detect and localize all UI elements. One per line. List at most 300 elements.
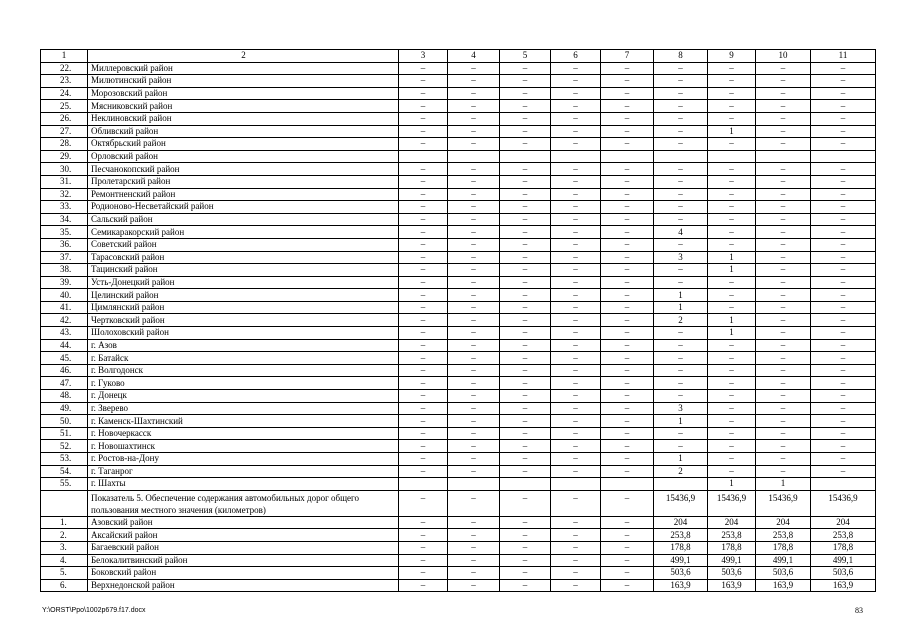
value-cell: – bbox=[756, 201, 811, 214]
table-row bbox=[41, 289, 876, 302]
table-row bbox=[41, 264, 876, 277]
value-cell: – bbox=[756, 188, 811, 201]
value-cell: – bbox=[811, 415, 876, 428]
value-cell: – bbox=[654, 175, 708, 188]
value-cell bbox=[551, 150, 601, 163]
row-number: 25. bbox=[41, 100, 88, 113]
value-cell: – bbox=[448, 567, 500, 580]
value-cell: – bbox=[448, 415, 500, 428]
value-cell: – bbox=[551, 352, 601, 365]
row-number: 35. bbox=[41, 226, 88, 239]
table-row bbox=[41, 175, 876, 188]
table-row bbox=[41, 138, 876, 151]
value-cell: – bbox=[708, 415, 756, 428]
value-cell: – bbox=[811, 314, 876, 327]
value-cell: – bbox=[756, 138, 811, 151]
value-cell: – bbox=[448, 289, 500, 302]
row-name: г. Ростов-на-Дону bbox=[88, 453, 399, 466]
value-cell: 15436,9 bbox=[756, 490, 811, 516]
value-cell: – bbox=[500, 377, 551, 390]
value-cell: – bbox=[399, 75, 448, 88]
value-cell: – bbox=[756, 427, 811, 440]
value-cell: – bbox=[708, 213, 756, 226]
row-number: 52. bbox=[41, 440, 88, 453]
value-cell: – bbox=[551, 175, 601, 188]
value-cell: – bbox=[654, 377, 708, 390]
value-cell: – bbox=[448, 529, 500, 542]
value-cell: – bbox=[551, 541, 601, 554]
row-name: г. Зверево bbox=[88, 402, 399, 415]
value-cell: – bbox=[448, 402, 500, 415]
value-cell: – bbox=[448, 87, 500, 100]
header-cell: 7 bbox=[601, 50, 654, 63]
row-number: 1. bbox=[41, 516, 88, 529]
value-cell: – bbox=[399, 125, 448, 138]
value-cell: – bbox=[654, 112, 708, 125]
row-number bbox=[41, 490, 88, 516]
row-number: 27. bbox=[41, 125, 88, 138]
value-cell: – bbox=[811, 201, 876, 214]
header-cell: 3 bbox=[399, 50, 448, 63]
value-cell: 3 bbox=[654, 402, 708, 415]
value-cell: – bbox=[601, 453, 654, 466]
row-name: Песчанокопский район bbox=[88, 163, 399, 176]
value-cell bbox=[399, 478, 448, 491]
value-cell: – bbox=[399, 579, 448, 592]
value-cell: – bbox=[601, 188, 654, 201]
value-cell: – bbox=[448, 276, 500, 289]
value-cell: 1 bbox=[708, 314, 756, 327]
value-cell: – bbox=[551, 251, 601, 264]
value-cell: – bbox=[399, 238, 448, 251]
table-row bbox=[41, 150, 876, 163]
value-cell: – bbox=[601, 541, 654, 554]
row-number: 22. bbox=[41, 62, 88, 75]
table-row bbox=[41, 427, 876, 440]
value-cell: – bbox=[601, 251, 654, 264]
value-cell: – bbox=[601, 364, 654, 377]
value-cell: – bbox=[708, 276, 756, 289]
value-cell: 253,8 bbox=[654, 529, 708, 542]
value-cell bbox=[654, 150, 708, 163]
value-cell: – bbox=[811, 62, 876, 75]
value-cell: – bbox=[601, 427, 654, 440]
value-cell: – bbox=[811, 163, 876, 176]
value-cell: – bbox=[601, 213, 654, 226]
value-cell: – bbox=[601, 87, 654, 100]
header-cell: 9 bbox=[708, 50, 756, 63]
value-cell: – bbox=[708, 402, 756, 415]
value-cell: – bbox=[500, 327, 551, 340]
table-row bbox=[41, 163, 876, 176]
value-cell: – bbox=[500, 251, 551, 264]
value-cell: – bbox=[551, 138, 601, 151]
value-cell: – bbox=[708, 62, 756, 75]
table-row bbox=[41, 567, 876, 580]
value-cell: – bbox=[551, 465, 601, 478]
row-name: Мясниковский район bbox=[88, 100, 399, 113]
value-cell: 499,1 bbox=[811, 554, 876, 567]
value-cell: – bbox=[708, 163, 756, 176]
row-name: Чертковский район bbox=[88, 314, 399, 327]
table-row bbox=[41, 238, 876, 251]
value-cell: – bbox=[551, 188, 601, 201]
row-number: 31. bbox=[41, 175, 88, 188]
table-row bbox=[41, 478, 876, 491]
value-cell: – bbox=[756, 314, 811, 327]
value-cell: – bbox=[811, 213, 876, 226]
table-body bbox=[41, 50, 876, 592]
table-row bbox=[41, 87, 876, 100]
row-number: 45. bbox=[41, 352, 88, 365]
value-cell: – bbox=[708, 377, 756, 390]
value-cell: – bbox=[500, 125, 551, 138]
value-cell: – bbox=[811, 125, 876, 138]
value-cell: 4 bbox=[654, 226, 708, 239]
table-row bbox=[41, 453, 876, 466]
value-cell bbox=[551, 478, 601, 491]
row-name: Азовский район bbox=[88, 516, 399, 529]
header-cell: 11 bbox=[811, 50, 876, 63]
value-cell: – bbox=[551, 415, 601, 428]
value-cell: – bbox=[448, 238, 500, 251]
value-cell: – bbox=[500, 529, 551, 542]
table-row bbox=[41, 339, 876, 352]
value-cell bbox=[601, 150, 654, 163]
value-cell: – bbox=[601, 465, 654, 478]
value-cell: – bbox=[654, 138, 708, 151]
value-cell: 253,8 bbox=[756, 529, 811, 542]
row-number: 40. bbox=[41, 289, 88, 302]
data-table-sheet bbox=[40, 49, 875, 592]
table-row bbox=[41, 112, 876, 125]
row-name: Багаевский район bbox=[88, 541, 399, 554]
value-cell: – bbox=[708, 100, 756, 113]
value-cell: – bbox=[399, 213, 448, 226]
value-cell: – bbox=[811, 226, 876, 239]
value-cell: – bbox=[399, 163, 448, 176]
value-cell: 163,9 bbox=[654, 579, 708, 592]
table-row bbox=[41, 440, 876, 453]
table-row bbox=[41, 529, 876, 542]
value-cell: – bbox=[756, 125, 811, 138]
value-cell: – bbox=[601, 175, 654, 188]
value-cell: – bbox=[654, 75, 708, 88]
value-cell: – bbox=[601, 567, 654, 580]
value-cell: 1 bbox=[654, 289, 708, 302]
value-cell: – bbox=[551, 264, 601, 277]
row-number: 3. bbox=[41, 541, 88, 554]
table-row bbox=[41, 541, 876, 554]
value-cell: – bbox=[601, 327, 654, 340]
table-row bbox=[41, 465, 876, 478]
value-cell: – bbox=[500, 213, 551, 226]
value-cell: – bbox=[399, 402, 448, 415]
value-cell: 3 bbox=[654, 251, 708, 264]
row-name: Тацинский район bbox=[88, 264, 399, 277]
table-row bbox=[41, 301, 876, 314]
value-cell: 253,8 bbox=[708, 529, 756, 542]
value-cell: – bbox=[601, 264, 654, 277]
value-cell: – bbox=[551, 289, 601, 302]
row-name: Неклиновский район bbox=[88, 112, 399, 125]
value-cell: – bbox=[500, 579, 551, 592]
value-cell: – bbox=[756, 163, 811, 176]
value-cell: – bbox=[551, 453, 601, 466]
value-cell: – bbox=[399, 364, 448, 377]
value-cell: – bbox=[708, 138, 756, 151]
value-cell: – bbox=[601, 301, 654, 314]
value-cell: – bbox=[654, 339, 708, 352]
value-cell: – bbox=[448, 301, 500, 314]
value-cell bbox=[500, 478, 551, 491]
value-cell: – bbox=[811, 238, 876, 251]
row-name: Морозовский район bbox=[88, 87, 399, 100]
value-cell: – bbox=[500, 276, 551, 289]
value-cell: – bbox=[448, 188, 500, 201]
value-cell: – bbox=[654, 440, 708, 453]
value-cell: – bbox=[448, 62, 500, 75]
value-cell: – bbox=[399, 390, 448, 403]
table-row bbox=[41, 554, 876, 567]
value-cell: – bbox=[708, 339, 756, 352]
value-cell bbox=[500, 150, 551, 163]
value-cell: – bbox=[601, 415, 654, 428]
row-number: 26. bbox=[41, 112, 88, 125]
value-cell: 163,9 bbox=[708, 579, 756, 592]
row-number: 33. bbox=[41, 201, 88, 214]
value-cell: – bbox=[654, 188, 708, 201]
value-cell: – bbox=[448, 327, 500, 340]
value-cell: 253,8 bbox=[811, 529, 876, 542]
table-row bbox=[41, 327, 876, 340]
value-cell bbox=[811, 150, 876, 163]
header-cell: 10 bbox=[756, 50, 811, 63]
value-cell: – bbox=[756, 440, 811, 453]
value-cell: – bbox=[500, 201, 551, 214]
value-cell: – bbox=[756, 226, 811, 239]
table-row bbox=[41, 100, 876, 113]
value-cell: – bbox=[448, 138, 500, 151]
value-cell: – bbox=[756, 213, 811, 226]
value-cell: – bbox=[500, 87, 551, 100]
row-number: 23. bbox=[41, 75, 88, 88]
value-cell: – bbox=[601, 440, 654, 453]
value-cell: – bbox=[551, 301, 601, 314]
value-cell: – bbox=[399, 415, 448, 428]
value-cell: – bbox=[448, 100, 500, 113]
value-cell: – bbox=[811, 188, 876, 201]
value-cell: – bbox=[399, 87, 448, 100]
value-cell: – bbox=[500, 490, 551, 516]
value-cell: – bbox=[654, 390, 708, 403]
value-cell: – bbox=[756, 352, 811, 365]
value-cell: – bbox=[811, 276, 876, 289]
value-cell: – bbox=[708, 188, 756, 201]
row-name: г. Каменск-Шахтинский bbox=[88, 415, 399, 428]
value-cell: – bbox=[756, 100, 811, 113]
row-name: Милютинский район bbox=[88, 75, 399, 88]
row-name: г. Шахты bbox=[88, 478, 399, 491]
value-cell: – bbox=[551, 327, 601, 340]
value-cell: – bbox=[601, 339, 654, 352]
value-cell: – bbox=[551, 201, 601, 214]
row-name: г. Гуково bbox=[88, 377, 399, 390]
row-name: г. Новочеркасск bbox=[88, 427, 399, 440]
value-cell: – bbox=[811, 100, 876, 113]
value-cell: – bbox=[654, 327, 708, 340]
value-cell: – bbox=[601, 402, 654, 415]
value-cell: – bbox=[551, 125, 601, 138]
value-cell: – bbox=[448, 490, 500, 516]
value-cell: – bbox=[601, 390, 654, 403]
value-cell: – bbox=[811, 112, 876, 125]
value-cell: – bbox=[811, 87, 876, 100]
indicator-name: Показатель 5. Обеспечение содержания автомобильных дорог общего пользования местного значения (километров) bbox=[88, 490, 399, 516]
value-cell: – bbox=[448, 390, 500, 403]
row-name: г. Батайск bbox=[88, 352, 399, 365]
value-cell: – bbox=[399, 138, 448, 151]
value-cell: – bbox=[399, 62, 448, 75]
value-cell: – bbox=[448, 75, 500, 88]
value-cell: – bbox=[601, 490, 654, 516]
value-cell: – bbox=[399, 567, 448, 580]
value-cell: – bbox=[551, 276, 601, 289]
value-cell: – bbox=[399, 440, 448, 453]
value-cell: – bbox=[500, 352, 551, 365]
row-number: 36. bbox=[41, 238, 88, 251]
value-cell: – bbox=[448, 314, 500, 327]
table-row bbox=[41, 516, 876, 529]
value-cell: – bbox=[448, 541, 500, 554]
value-cell: – bbox=[448, 465, 500, 478]
value-cell: – bbox=[399, 100, 448, 113]
value-cell: – bbox=[551, 579, 601, 592]
value-cell: – bbox=[756, 289, 811, 302]
value-cell: – bbox=[551, 364, 601, 377]
value-cell: 15436,9 bbox=[654, 490, 708, 516]
value-cell: 1 bbox=[708, 327, 756, 340]
value-cell bbox=[654, 478, 708, 491]
value-cell: – bbox=[601, 62, 654, 75]
value-cell: 1 bbox=[708, 264, 756, 277]
row-name: Шолоховский район bbox=[88, 327, 399, 340]
value-cell: – bbox=[399, 175, 448, 188]
value-cell: – bbox=[601, 516, 654, 529]
value-cell: – bbox=[756, 112, 811, 125]
value-cell: – bbox=[399, 554, 448, 567]
value-cell: – bbox=[500, 62, 551, 75]
value-cell: 178,8 bbox=[811, 541, 876, 554]
row-name: г. Волгодонск bbox=[88, 364, 399, 377]
value-cell: – bbox=[500, 100, 551, 113]
row-name: Целинский район bbox=[88, 289, 399, 302]
value-cell: – bbox=[756, 87, 811, 100]
value-cell: – bbox=[551, 516, 601, 529]
value-cell: – bbox=[811, 138, 876, 151]
value-cell: – bbox=[756, 390, 811, 403]
value-cell: – bbox=[399, 201, 448, 214]
row-name: Советский район bbox=[88, 238, 399, 251]
value-cell: – bbox=[601, 138, 654, 151]
value-cell: 1 bbox=[654, 453, 708, 466]
row-name: г. Новошахтинск bbox=[88, 440, 399, 453]
value-cell: – bbox=[708, 453, 756, 466]
value-cell: – bbox=[811, 453, 876, 466]
value-cell: – bbox=[756, 276, 811, 289]
table-row bbox=[41, 125, 876, 138]
data-table bbox=[40, 49, 876, 592]
value-cell: – bbox=[708, 301, 756, 314]
value-cell: – bbox=[500, 289, 551, 302]
table-row bbox=[41, 213, 876, 226]
row-name: Орловский район bbox=[88, 150, 399, 163]
value-cell: 1 bbox=[654, 301, 708, 314]
row-name: Аксайский район bbox=[88, 529, 399, 542]
table-row bbox=[41, 75, 876, 88]
value-cell: – bbox=[500, 415, 551, 428]
value-cell: – bbox=[448, 125, 500, 138]
value-cell: – bbox=[654, 100, 708, 113]
row-number: 42. bbox=[41, 314, 88, 327]
value-cell: – bbox=[399, 490, 448, 516]
value-cell: – bbox=[399, 264, 448, 277]
value-cell: – bbox=[756, 264, 811, 277]
value-cell: 499,1 bbox=[708, 554, 756, 567]
value-cell: – bbox=[500, 567, 551, 580]
table-row bbox=[41, 579, 876, 592]
value-cell: – bbox=[708, 427, 756, 440]
value-cell: 204 bbox=[756, 516, 811, 529]
value-cell: – bbox=[500, 364, 551, 377]
row-number: 2. bbox=[41, 529, 88, 542]
value-cell: – bbox=[601, 554, 654, 567]
value-cell: – bbox=[708, 201, 756, 214]
value-cell: – bbox=[601, 226, 654, 239]
value-cell: – bbox=[500, 465, 551, 478]
value-cell: – bbox=[601, 579, 654, 592]
value-cell: 499,1 bbox=[756, 554, 811, 567]
value-cell: – bbox=[601, 100, 654, 113]
value-cell: – bbox=[811, 440, 876, 453]
value-cell bbox=[601, 478, 654, 491]
value-cell: – bbox=[601, 314, 654, 327]
value-cell: 204 bbox=[708, 516, 756, 529]
value-cell: – bbox=[811, 251, 876, 264]
value-cell: 15436,9 bbox=[708, 490, 756, 516]
value-cell: – bbox=[601, 289, 654, 302]
value-cell: – bbox=[811, 289, 876, 302]
value-cell: – bbox=[551, 402, 601, 415]
value-cell: – bbox=[551, 567, 601, 580]
value-cell: – bbox=[448, 339, 500, 352]
value-cell: – bbox=[551, 427, 601, 440]
table-row bbox=[41, 62, 876, 75]
value-cell: – bbox=[399, 188, 448, 201]
value-cell: – bbox=[654, 87, 708, 100]
value-cell: – bbox=[399, 112, 448, 125]
header-row bbox=[41, 50, 876, 63]
page-number: 83 bbox=[855, 606, 863, 615]
value-cell: – bbox=[756, 62, 811, 75]
table-row bbox=[41, 251, 876, 264]
header-cell: 4 bbox=[448, 50, 500, 63]
value-cell: – bbox=[756, 251, 811, 264]
value-cell: – bbox=[601, 529, 654, 542]
value-cell: – bbox=[756, 415, 811, 428]
value-cell: – bbox=[399, 301, 448, 314]
value-cell: – bbox=[601, 125, 654, 138]
